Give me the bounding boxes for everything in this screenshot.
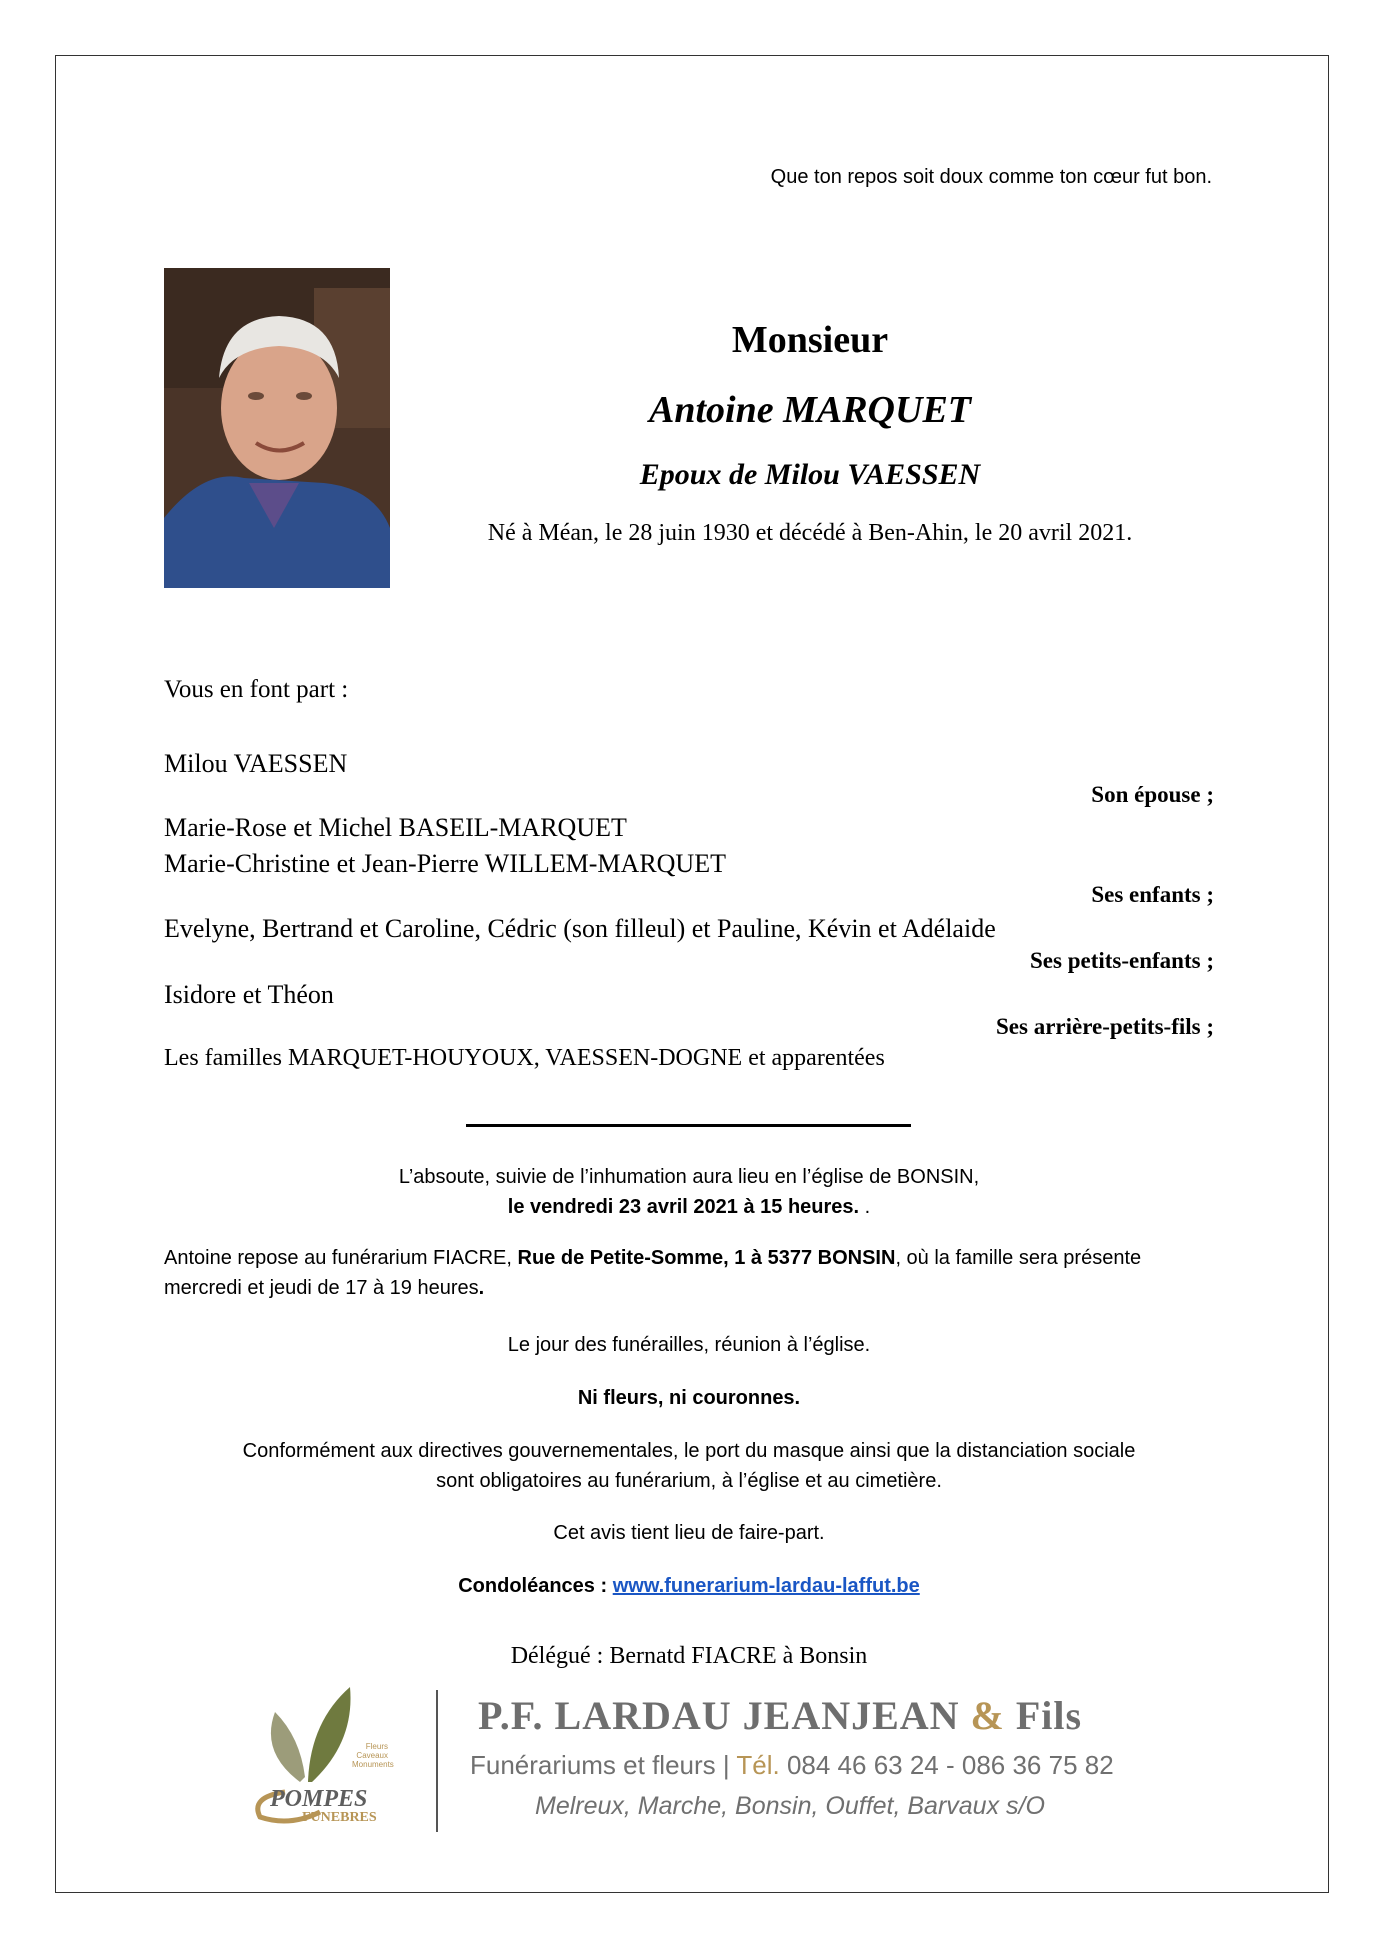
role-grandchildren: Ses petits-enfants ; [1030,948,1214,973]
pompes-funebres-logo [230,1682,420,1832]
family-other: Les familles MARQUET-HOUYOUX, VAESSEN-DOGNE et apparentées [164,1045,885,1071]
family-grandchildren: Evelyne, Bertrand et Caroline, Cédric (son filleul) et Pauline, Kévin et Adélaide [164,914,996,943]
no-flowers: Ni fleurs, ni couronnes. [577,1387,801,1409]
epigraph: Que ton repos soit doux comme ton cœur fut bon. [770,166,1212,188]
family-child: Marie-Christine et Jean-Pierre WILLEM-MARQUET [164,849,726,878]
company-ampersand: & [970,1693,1005,1738]
ceremony-line: L’absoute, suivie de l’inhumation aura lieu en l’église de BONSIN, [398,1166,980,1188]
company-name-part: Fils [1004,1693,1083,1738]
logo-small-text [352,1742,394,1769]
logo-small-line: Fleurs [365,1742,388,1751]
announce-intro: Vous en font part : [164,676,349,703]
separator-rule [466,1124,911,1127]
phone-numbers: 084 46 63 24 - 086 36 75 82 [779,1750,1114,1780]
family-spouse: Milou VAESSEN [164,749,348,778]
repose-period: . [478,1277,485,1299]
family-child: Marie-Rose et Michel BASEIL-MARQUET [164,813,627,842]
services-text: Funérariums et fleurs | [470,1750,737,1780]
role-children: Ses enfants ; [1091,882,1214,907]
phone-label: Tél. [736,1750,780,1780]
logo-small-line: Caveaux [356,1751,388,1760]
covid-line: Conformément aux directives gouvernementales, le port du masque ainsi que la distanciation sociale [242,1440,1136,1462]
civility-title: Monsieur [731,319,889,361]
meeting-info: Le jour des funérailles, réunion à l’église. [507,1334,871,1356]
role-great-grandchildren: Ses arrière-petits-fils ; [996,1014,1214,1039]
covid-line: sont obligatoires au funérarium, à l’église et au cimetière. [436,1470,942,1492]
ceremony-date-bold: le vendredi 23 avril 2021 à 15 heures. [507,1196,860,1218]
repose-text: Antoine repose au funérarium FIACRE, [164,1247,518,1269]
ceremony-date [164,1196,1214,1219]
company-towns: Melreux, Marche, Bonsin, Ouffet, Barvaux s/O [535,1792,1045,1820]
logo-word: POMPES [270,1786,368,1812]
repose-paragraph [164,1243,1214,1303]
repose-text-tail: , où la famille sera présente mercredi et jeudi de 17 à 19 heures [164,1247,1142,1299]
condolences-label: Condoléances : [458,1575,613,1597]
condolences [164,1575,1214,1598]
footer-divider [436,1690,438,1832]
ceremony-date-tail: . [859,1196,871,1218]
company-name-part: P.F. LARDAU JEANJEAN [478,1693,971,1738]
portrait-photo [164,268,390,588]
repose-address: Rue de Petite-Somme, 1 à 5377 BONSIN [517,1247,896,1269]
notice-line: Cet avis tient lieu de faire-part. [553,1522,825,1544]
company-services [470,1750,1114,1781]
company-name [478,1692,1082,1739]
birth-death-dates: Né à Méan, le 28 juin 1930 et décédé à Ben-Ahin, le 20 avril 2021. [487,520,1133,546]
logo-word: FUNEBRES [302,1810,377,1825]
spouse-line: Epoux de Milou VAESSEN [639,458,981,491]
condolences-link[interactable]: www.funerarium-lardau-laffut.be [612,1575,920,1597]
role-spouse: Son épouse ; [1091,782,1214,807]
deceased-name: Antoine MARQUET [648,389,972,431]
family-great-grandchildren: Isidore et Théon [164,980,334,1009]
logo-small-line: Monuments [352,1760,394,1769]
delegate-line: Délégué : Bernatd FIACRE à Bonsin [510,1643,868,1669]
